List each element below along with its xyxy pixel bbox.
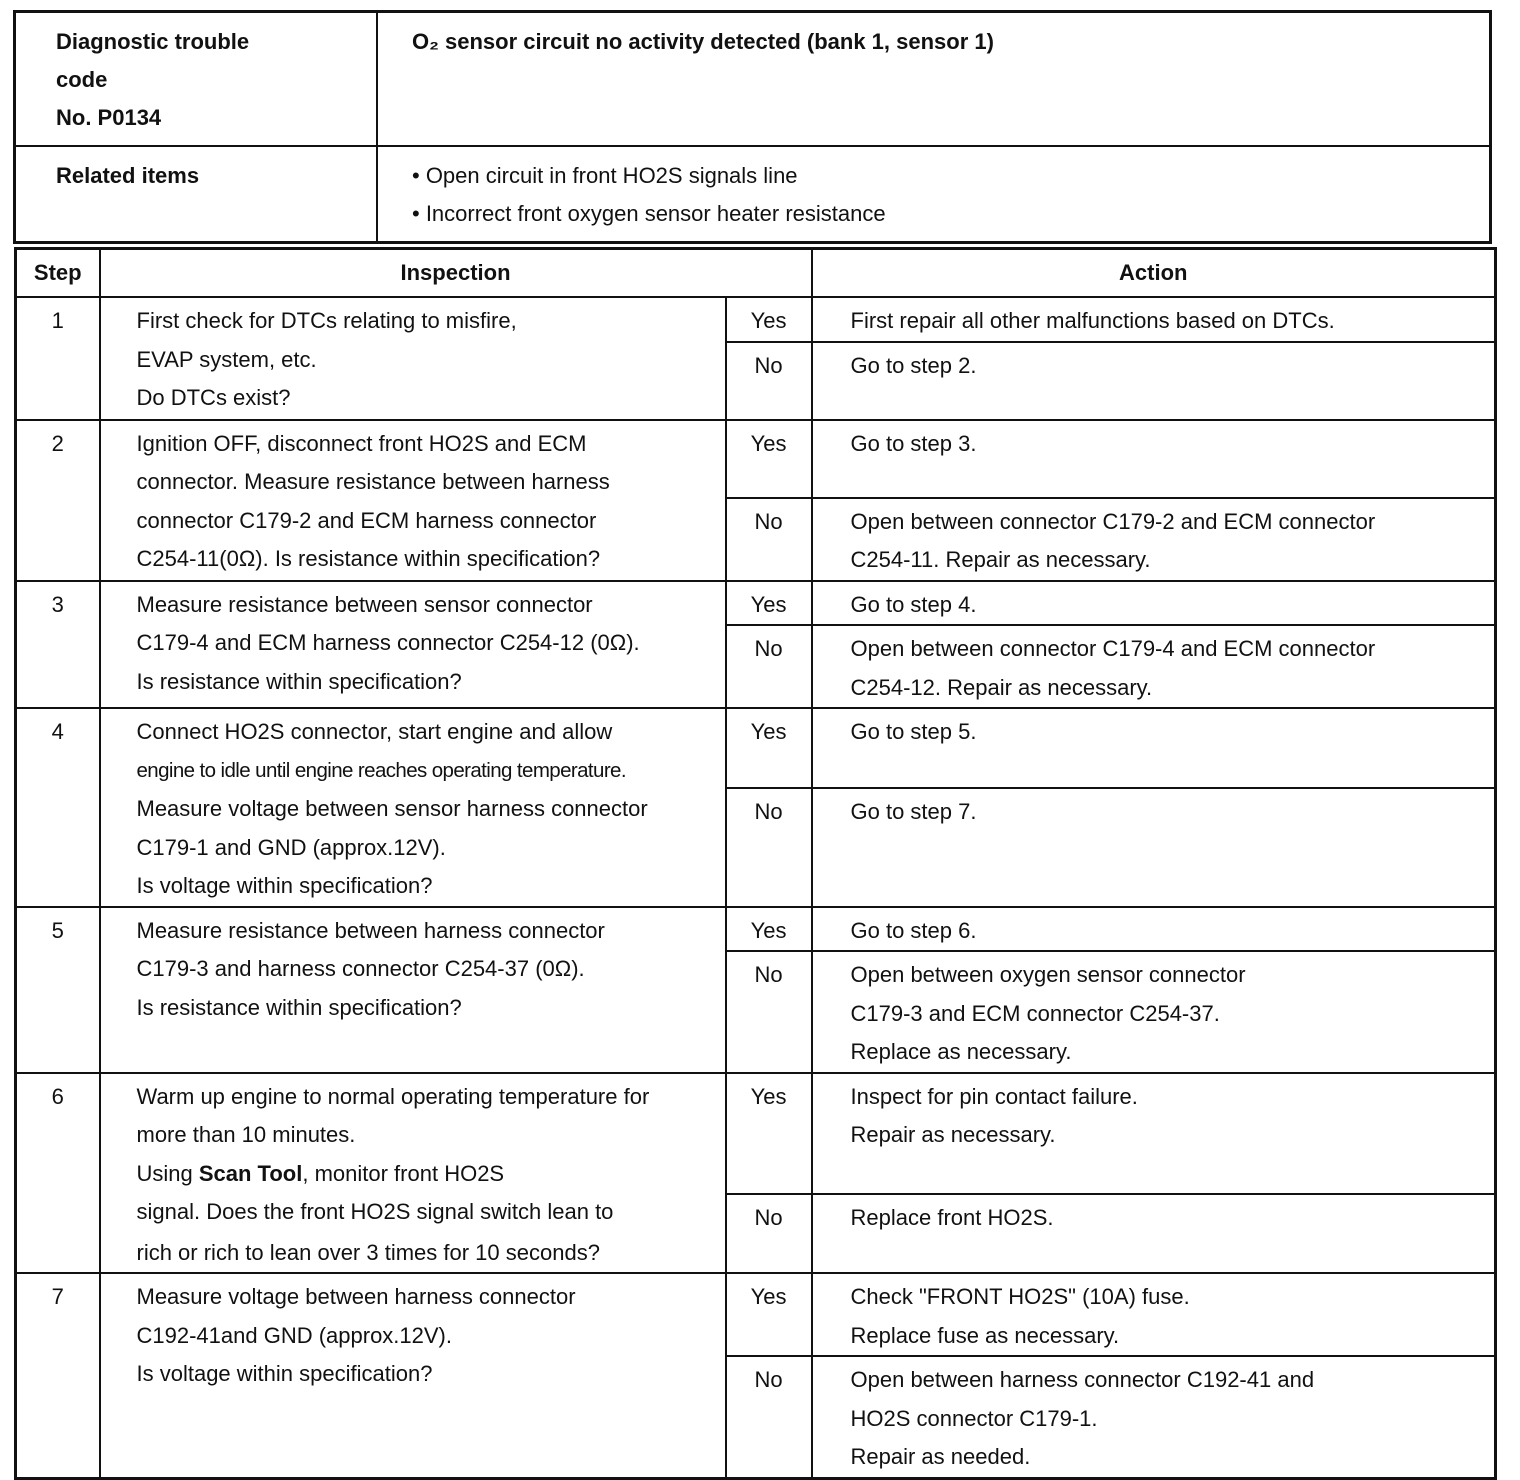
action-line: Replace front HO2S. xyxy=(850,1205,1054,1231)
action-line: HO2S connector C179-1. xyxy=(850,1405,1098,1431)
table-header-row xyxy=(16,249,1496,298)
action-line: Open between oxygen sensor connector xyxy=(850,962,1246,987)
no-action xyxy=(812,951,1496,1073)
inspection-line: signal. Does the front HO2S signal switch lean to xyxy=(136,1199,614,1224)
action-line: Open between connector C179-2 and ECM connector xyxy=(850,508,1376,534)
no-action xyxy=(812,342,1496,420)
no-action xyxy=(812,498,1496,581)
action-line: Go to step 2. xyxy=(850,352,977,378)
action-line: Go to step 7. xyxy=(850,798,977,824)
inspection-line: connector. Measure resistance between harness xyxy=(136,469,610,494)
step-row-yes xyxy=(16,420,1496,498)
action-line: C254-12. Repair as necessary. xyxy=(850,674,1153,700)
inspection-line: connector C179-2 and ECM harness connector xyxy=(136,507,597,533)
action-line: Inspect for pin contact failure. xyxy=(850,1083,1138,1109)
step-number: 2 xyxy=(16,420,100,581)
inspection-line: more than 10 minutes. xyxy=(136,1122,356,1147)
action-line: C254-11. Repair as necessary. xyxy=(850,547,1151,572)
diagnostic-steps-table xyxy=(14,247,1497,1480)
step-row-yes xyxy=(16,708,1496,788)
step-number: 7 xyxy=(16,1273,100,1478)
related-items-label: Related items xyxy=(15,146,378,243)
action-line: Replace fuse as necessary. xyxy=(850,1322,1120,1348)
step-number: 5 xyxy=(16,907,100,1073)
dtc-row xyxy=(15,12,1491,147)
dtc-label-line: code xyxy=(56,67,108,92)
step-inspection xyxy=(100,708,726,907)
yes-label: Yes xyxy=(726,1273,812,1356)
step-inspection xyxy=(100,420,726,581)
yes-label: Yes xyxy=(726,420,812,498)
no-label: No xyxy=(726,951,812,1073)
no-action xyxy=(812,788,1496,907)
no-label: No xyxy=(726,788,812,907)
inspection-line: Measure resistance between sensor connector xyxy=(136,591,593,617)
no-action xyxy=(812,1356,1496,1478)
dtc-info-table xyxy=(13,10,1492,244)
dtc-label-cell xyxy=(15,12,378,147)
inspection-line: Is resistance within specification? xyxy=(136,668,462,694)
step-inspection xyxy=(100,297,726,420)
step-row-yes xyxy=(16,581,1496,626)
inspection-line: First check for DTCs relating to misfire, xyxy=(136,308,517,333)
inspection-text: Using xyxy=(136,1160,199,1186)
step-row-yes xyxy=(16,907,1496,952)
inspection-line: Connect HO2S connector, start engine and allow xyxy=(136,719,613,744)
inspection-line: Measure resistance between harness connector xyxy=(136,917,605,943)
no-label: No xyxy=(726,1356,812,1478)
action-line: Open between connector C179-4 and ECM connector xyxy=(850,636,1376,661)
inspection-line: Is voltage within specification? xyxy=(136,873,433,898)
yes-action xyxy=(812,708,1496,788)
inspection-text: , monitor front HO2S xyxy=(302,1160,505,1186)
step-inspection xyxy=(100,1073,726,1274)
inspection-line: C179-3 and harness connector C254-37 (0Ω). xyxy=(136,956,585,981)
inspection-line: Ignition OFF, disconnect front HO2S and ECM xyxy=(136,430,587,456)
dtc-label-line: Diagnostic trouble xyxy=(56,29,250,54)
yes-action xyxy=(812,1273,1496,1356)
yes-action xyxy=(812,297,1496,342)
inspection-line: Is voltage within specification? xyxy=(136,1361,433,1386)
yes-label: Yes xyxy=(726,297,812,342)
yes-action xyxy=(812,420,1496,498)
step-row-yes xyxy=(16,1073,1496,1195)
inspection-line: rich or rich to lean over 3 times for 10 seconds? xyxy=(136,1239,600,1265)
inspection-line: EVAP system, etc. xyxy=(136,346,317,372)
inspection-line: C192-41and GND (approx.12V). xyxy=(136,1322,452,1348)
column-header-step: Step xyxy=(16,249,100,298)
step-number: 1 xyxy=(16,297,100,420)
inspection-line: Measure voltage between sensor harness connector xyxy=(136,796,648,821)
yes-label: Yes xyxy=(726,581,812,626)
yes-label: Yes xyxy=(726,1073,812,1195)
no-label: No xyxy=(726,498,812,581)
scan-tool-label: Scan Tool xyxy=(198,1160,303,1186)
related-item: • Incorrect front oxygen sensor heater resistance xyxy=(412,201,886,226)
action-line: Replace as necessary. xyxy=(850,1039,1072,1064)
step-inspection xyxy=(100,907,726,1073)
step-number: 3 xyxy=(16,581,100,709)
action-line: Go to step 6. xyxy=(850,917,977,943)
related-items-cell xyxy=(377,146,1491,243)
column-header-action: Action xyxy=(812,249,1496,298)
no-label: No xyxy=(726,1194,812,1273)
action-line: Check "FRONT HO2S" (10A) fuse. xyxy=(850,1284,1190,1309)
yes-label: Yes xyxy=(726,708,812,788)
inspection-line: Measure voltage between harness connector xyxy=(136,1284,576,1309)
yes-action xyxy=(812,581,1496,626)
inspection-line: Warm up engine to normal operating temperature for xyxy=(136,1083,650,1109)
no-action xyxy=(812,1194,1496,1273)
yes-action xyxy=(812,907,1496,952)
no-action xyxy=(812,625,1496,708)
action-line: Repair as necessary. xyxy=(850,1122,1056,1147)
dtc-title: O₂ sensor circuit no activity detected (bank 1, sensor 1) xyxy=(377,12,1491,147)
dtc-label-line: No. P0134 xyxy=(56,105,162,130)
action-line: Go to step 4. xyxy=(850,591,977,617)
no-label: No xyxy=(726,625,812,708)
action-line: C179-3 and ECM connector C254-37. xyxy=(850,1000,1220,1026)
inspection-line: C254-11(0Ω). Is resistance within specification? xyxy=(136,546,601,571)
step-inspection xyxy=(100,581,726,709)
action-line: First repair all other malfunctions based on DTCs. xyxy=(850,308,1335,333)
step-number: 4 xyxy=(16,708,100,907)
inspection-line: Is resistance within specification? xyxy=(136,994,462,1020)
yes-action xyxy=(812,1073,1496,1195)
inspection-line: C179-4 and ECM harness connector C254-12 (0Ω). xyxy=(136,630,640,655)
inspection-line: engine to idle until engine reaches operating temperature. xyxy=(136,758,626,782)
action-line: Open between harness connector C192-41 and xyxy=(850,1367,1315,1392)
no-label: No xyxy=(726,342,812,420)
inspection-line: C179-1 and GND (approx.12V). xyxy=(136,834,446,860)
yes-label: Yes xyxy=(726,907,812,952)
action-line: Repair as needed. xyxy=(850,1444,1031,1469)
action-line: Go to step 3. xyxy=(850,430,977,456)
action-line: Go to step 5. xyxy=(850,719,977,744)
inspection-line xyxy=(137,1155,725,1194)
related-items-row xyxy=(15,146,1491,243)
step-row-yes xyxy=(16,297,1496,342)
step-inspection xyxy=(100,1273,726,1478)
step-row-yes xyxy=(16,1273,1496,1356)
column-header-inspection: Inspection xyxy=(100,249,812,298)
step-number: 6 xyxy=(16,1073,100,1274)
related-item: • Open circuit in front HO2S signals line xyxy=(412,163,798,188)
inspection-line: Do DTCs exist? xyxy=(136,385,291,410)
